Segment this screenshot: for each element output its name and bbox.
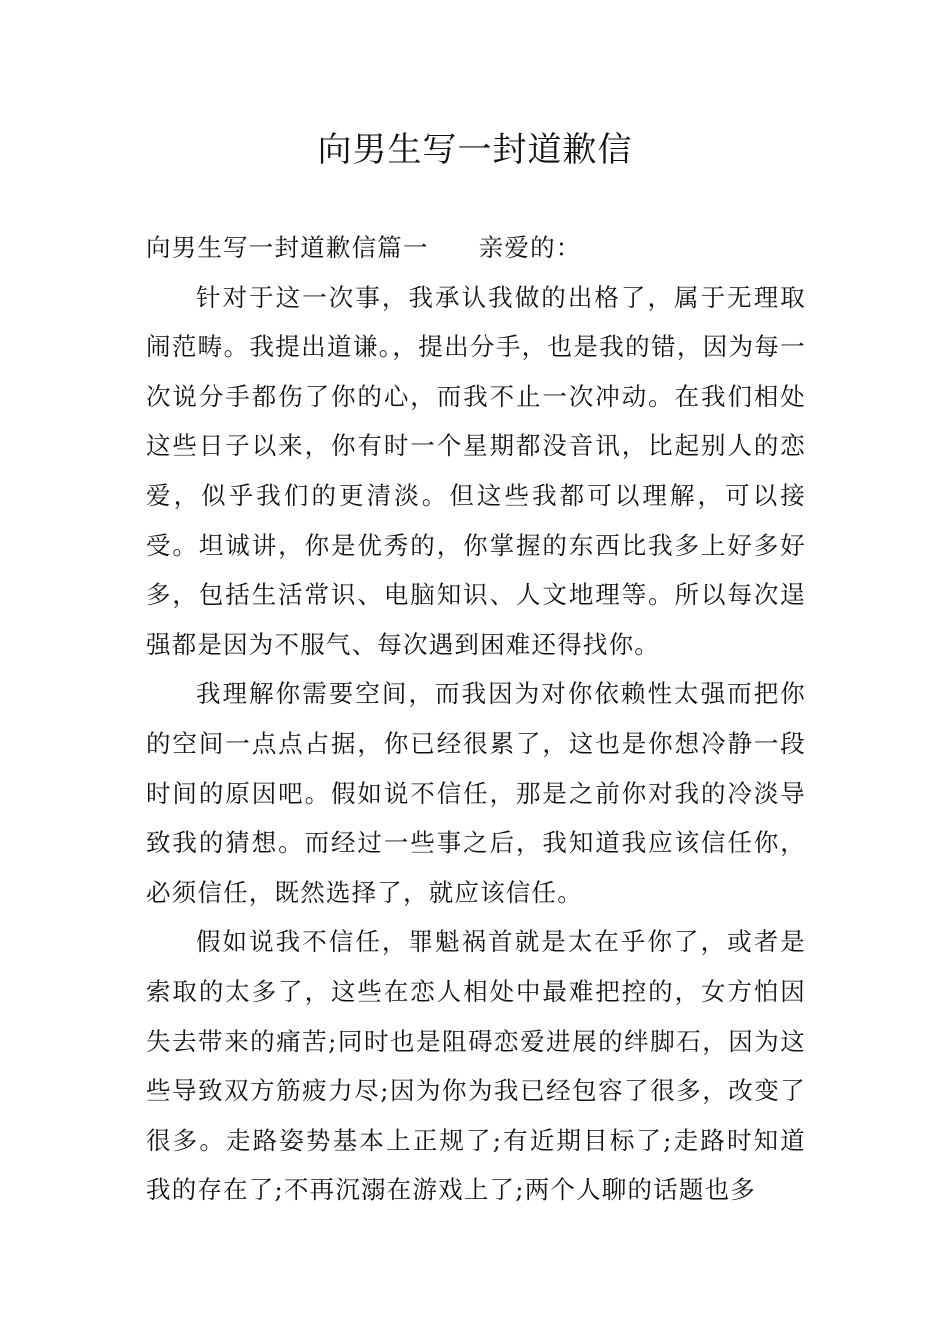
section-heading: 向男生写一封道歉信篇一 xyxy=(146,233,429,262)
heading-line xyxy=(146,223,806,273)
paragraph-3: 假如说我不信任，罪魁祸首就是太在乎你了，或者是索取的太多了，这些在恋人相处中最难把控的，女方怕因失去带来的痛苦;同时也是阻碍恋爱进展的绊脚石，因为这些导致双方筋疲力尽;因为你为我已经包容了很多，改变了很多。走路姿势基本上正规了;有近期目标了;走路时知道我的存在了;不再沉溺在游戏上了;两个人聊的话题也多 xyxy=(146,927,806,1205)
document-body xyxy=(146,223,806,1215)
paragraph-1: 针对于这一次事，我承认我做的出格了，属于无理取闹范畴。我提出道谦。，提出分手，也是我的错，因为每一次说分手都伤了你的心，而我不止一次冲动。在我们相处这些日子以来，你有时一个星期都没音讯，比起别人的恋爱，似乎我们的更清淡。但这些我都可以理解，可以接受。坦诚讲，你是优秀的，你掌握的东西比我多上好多好多，包括生活常识、电脑知识、人文地理等。所以每次逞强都是因为不服气、每次遇到困难还得找你。 xyxy=(146,282,806,659)
salutation: 亲爱的： xyxy=(478,233,582,262)
paragraph-2: 我理解你需要空间，而我因为对你依赖性太强而把你的空间一点点占据，你已经很累了，这也是你想冷静一段时间的原因吧。假如说不信任，那是之前你对我的冷淡导致我的猜想。而经过一些事之后，我知道我应该信任你，必须信任，既然选择了，就应该信任。 xyxy=(146,679,806,907)
document-title: 向男生写一封道歉信 xyxy=(317,130,633,170)
